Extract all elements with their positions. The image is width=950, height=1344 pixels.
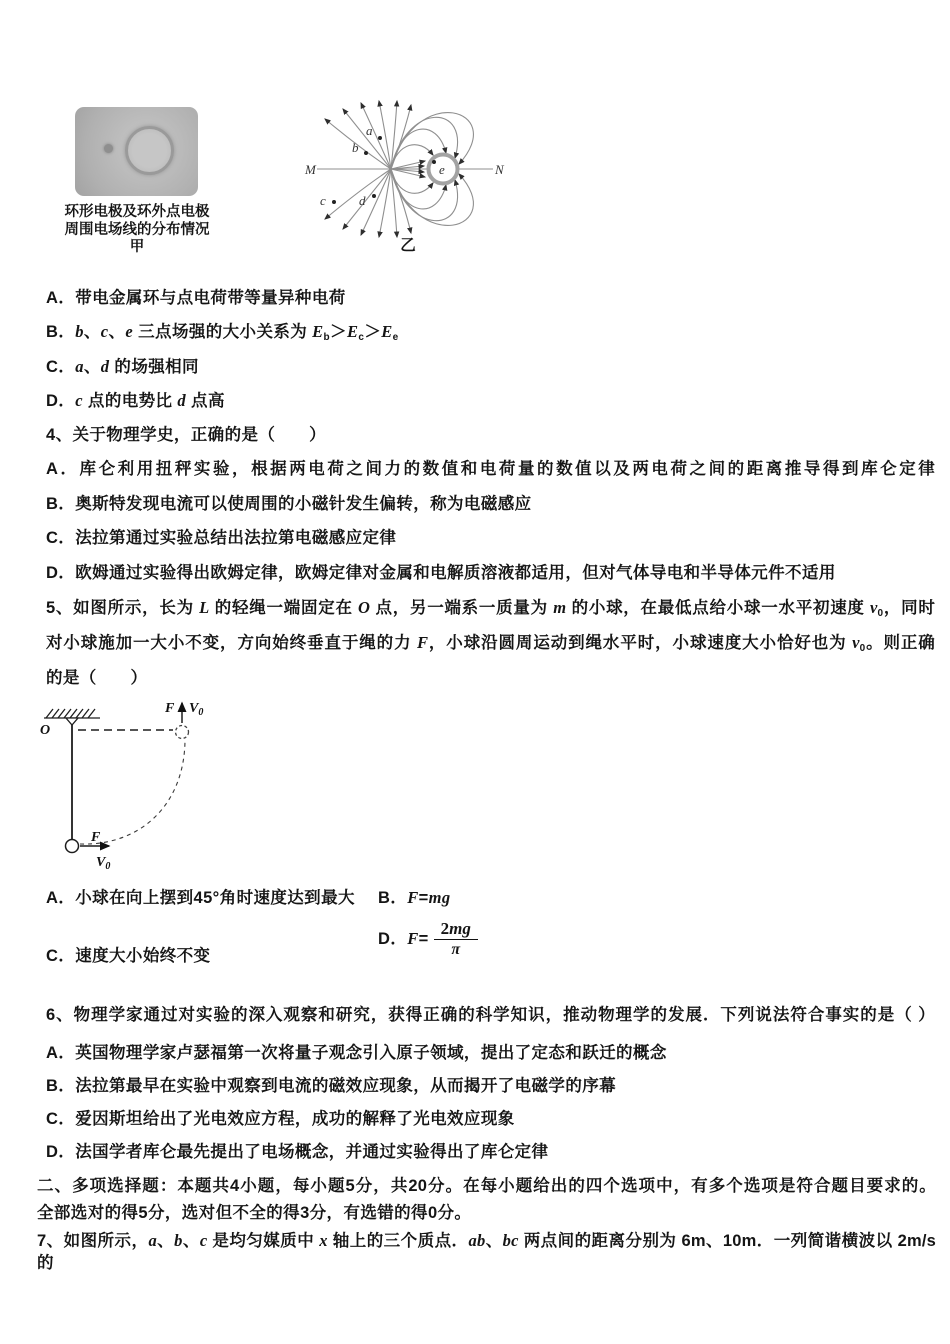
- pendulum-labels: [40, 701, 203, 872]
- figure-jia-caption-line1: 环形电极及环外点电极: [64, 204, 210, 220]
- label-c: c: [320, 193, 326, 208]
- label-V0-bottom: $V_0$: [96, 855, 111, 872]
- section2-instructions-line2: 全部选对的得5分，选对但不全的得3分，有选错的得0分。: [37, 1204, 472, 1222]
- pendulum-diagram: [36, 694, 246, 874]
- q5-option-c: C．速度大小始终不变: [46, 947, 211, 965]
- q3-option-d: D．c 点的电势比 d 点高: [46, 391, 225, 410]
- label-V0-top: $V_0$: [189, 701, 204, 718]
- q5-option-d-fraction: [434, 919, 478, 960]
- label-F-bottom: F: [91, 830, 101, 845]
- q6-option-b: B．法拉第最早在实验中观察到电流的磁效应现象，从而揭开了电磁学的序幕: [46, 1077, 617, 1095]
- q5-option-d-label: D．F=: [378, 929, 429, 948]
- fraction-denominator: π: [451, 941, 461, 959]
- label-M: M: [305, 162, 316, 177]
- q4-option-a: A．库仑利用扭秤实验，根据两电荷之间力的数值和电荷量的数值以及两电荷之间的距离推导得到库仑定律: [46, 460, 935, 478]
- fraction-numerator: 2mg: [434, 919, 478, 941]
- figure-jia-caption-line2: 周围电场线的分布情况: [64, 221, 210, 238]
- label-d: d: [359, 193, 366, 208]
- q6-stem: 6、物理学家通过对实验的深入观察和研究，获得正确的科学知识，推动物理学的发展．下列说法符合事实的是（ ）: [46, 1006, 935, 1024]
- field-lines: [317, 101, 493, 237]
- ring-electrode-photo: [75, 107, 198, 196]
- section2-instructions-line1: 二、多项选择题：本题共4小题，每小题5分，共20分。在每小题给出的四个选项中，有多个选项是符合题目要求的。: [37, 1177, 936, 1195]
- q5-option-d: [378, 911, 478, 967]
- label-a: a: [366, 123, 373, 138]
- q4-option-d: D．欧姆通过实验得出欧姆定律，欧姆定律对金属和电解质溶液都适用，但对气体导电和半导体元件不适用: [46, 564, 836, 582]
- label-O: O: [40, 723, 51, 738]
- point-electrode-dot: [104, 144, 113, 153]
- label-F-top: F: [165, 701, 175, 716]
- q5-option-a: A．小球在向上摆到45°角时速度达到最大: [46, 889, 355, 907]
- pendulum-structure: [44, 703, 189, 853]
- q6-option-a: A．英国物理学家卢瑟福第一次将量子观念引入原子领域，提出了定态和跃迁的概念: [46, 1044, 667, 1062]
- q6-option-d: D．法国学者库仑最先提出了电场概念，并通过实验得出了库仑定律: [46, 1143, 549, 1161]
- q6-option-c: C．爱因斯坦给出了光电效应方程，成功的解释了光电效应现象: [46, 1110, 515, 1128]
- q5-stem-line1: 5、如图所示，长为 L 的轻绳一端固定在 O 点，另一端系一质量为 m 的小球，在最低点给小球一水平初速度 $v_0$，同时: [46, 598, 936, 619]
- label-N: N: [495, 162, 504, 177]
- figure-jia-label: 甲: [129, 239, 145, 255]
- field-point-dots: [332, 136, 436, 204]
- field-lines-diagram: [303, 97, 513, 247]
- label-b: b: [352, 140, 359, 155]
- q7-stem-line1: 7、如图所示，a、b、c 是均匀媒质中 x 轴上的三个质点．ab、bc 两点间的距离分别为 6m、10m．一列简谐横波以 2m/s 的: [37, 1231, 937, 1272]
- q5-stem-line2: 对小球施加一大小不变，方向始终垂直于绳的力 F，小球沿圆周运动到绳水平时，小球速度大小恰好也为 $v_0$。则正确: [46, 633, 935, 654]
- q3-option-a: A．带电金属环与点电荷带等量异种电荷: [46, 289, 346, 307]
- electrode-ring-shape: [125, 126, 174, 175]
- q3-option-c: C．a、d 的场强相同: [46, 357, 199, 376]
- figure-jia-caption: [52, 204, 222, 257]
- q4-stem: 4、关于物理学史，正确的是（ ）: [46, 426, 326, 444]
- q5-option-b: B．F=mg: [378, 888, 451, 907]
- q4-option-c: C．法拉第通过实验总结出法拉第电磁感应定律: [46, 529, 397, 547]
- q5-stem-line3: 的是（ ）: [46, 669, 148, 687]
- q4-option-b: B．奥斯特发现电流可以使周围的小磁针发生偏转，称为电磁感应: [46, 495, 532, 513]
- q3-option-b: B．b、c、e 三点场强的大小关系为 $E_b>E_c>E_e$: [46, 322, 399, 343]
- label-e: e: [439, 162, 445, 177]
- figure-yi-label: 乙: [400, 237, 416, 254]
